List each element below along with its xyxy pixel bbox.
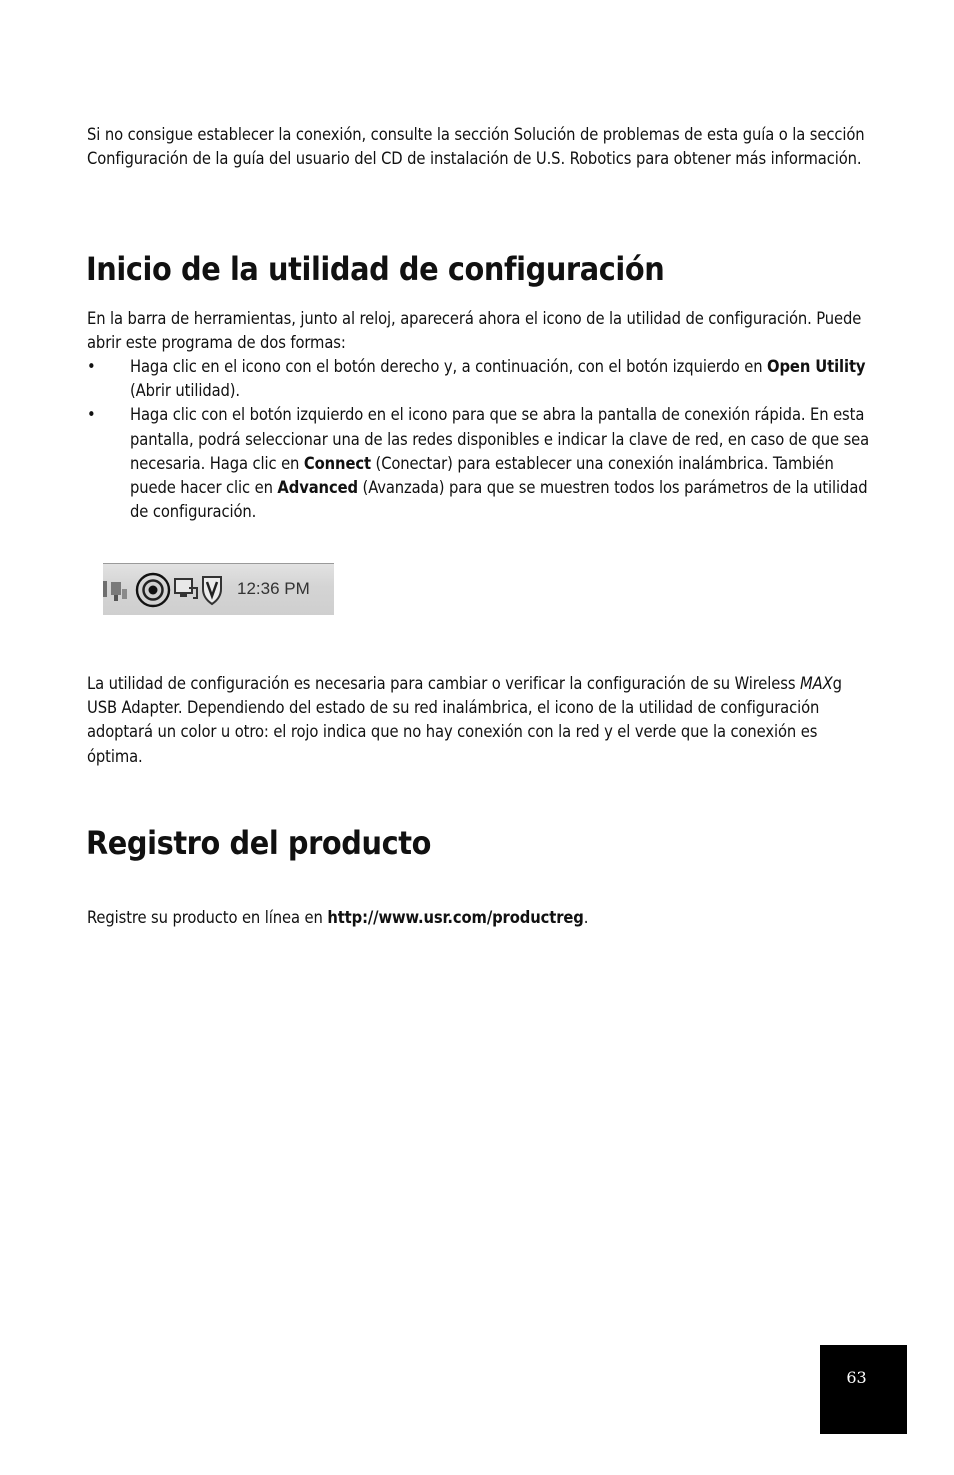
page-number-box	[820, 1345, 907, 1434]
section-heading-product-registration: Registro del producto	[86, 824, 432, 862]
shield-icon	[203, 577, 221, 604]
connect-label: Connect	[303, 453, 371, 473]
bullet-list	[87, 355, 877, 524]
bullet-item-open-utility: • Haga clic en el icono con el botón derecho y, a continuación, con el botón izquierdo en Open Utility (Abrir utilidad).	[87, 357, 866, 401]
bullet-item-quick-connect: • Haga clic con el botón izquierdo en el icono para que se abra la pantalla de conexión rápida. En esta pantalla, podrá seleccionar una de las redes disponibles e indicar la clave de red, en caso de que sea necesaria. Haga clic en Connect (Conectar) para establecer una conexión inalámbrica. También puede hacer clic en Advanced (Avanzada) para que se muestren todos los parámetros de la utilidad de configuración.	[87, 405, 870, 522]
registration-paragraph: Registre su producto en línea en http://www.usr.com/productreg.	[87, 908, 589, 927]
advanced-label: Advanced	[277, 478, 358, 498]
open-utility-label: Open Utility	[767, 357, 866, 376]
network-icon	[103, 581, 127, 601]
system-tray-screenshot	[103, 563, 334, 615]
tray-clock[interactable]: 12:36 PM	[237, 579, 310, 598]
registration-link[interactable]: http://www.usr.com/productreg	[327, 908, 584, 927]
connection-icon	[175, 579, 197, 598]
bullet-symbol: •	[87, 357, 96, 376]
section-heading-configuration-utility: Inicio de la utilidad de configuración	[86, 250, 665, 288]
wireless-utility-icon[interactable]	[137, 574, 169, 606]
description-paragraph: La utilidad de configuración es necesaria para cambiar o verificar la configuración de su Wireless MAXg USB Adapter. Dependiendo del estado de su red inalámbrica, el icono de la utilidad de configuración adoptará un color u otro: el rojo indica que no hay conexión con la red y el verde que la conexión es óptima.	[87, 674, 842, 766]
max-italic: MAX	[800, 674, 833, 693]
intro-paragraph: Si no consigue establecer la conexión, consulte la sección Solución de problemas de esta guía o la sección Configuración de la guía del usuario del CD de instalación de U.S. Robotics para obtener más información.	[87, 125, 865, 169]
bullet-symbol: •	[87, 405, 96, 425]
page-number: 63	[846, 1368, 867, 1387]
section1-lead-paragraph: En la barra de herramientas, junto al reloj, aparecerá ahora el icono de la utilidad de configuración. Puede abrir este programa de dos formas:	[87, 309, 862, 353]
